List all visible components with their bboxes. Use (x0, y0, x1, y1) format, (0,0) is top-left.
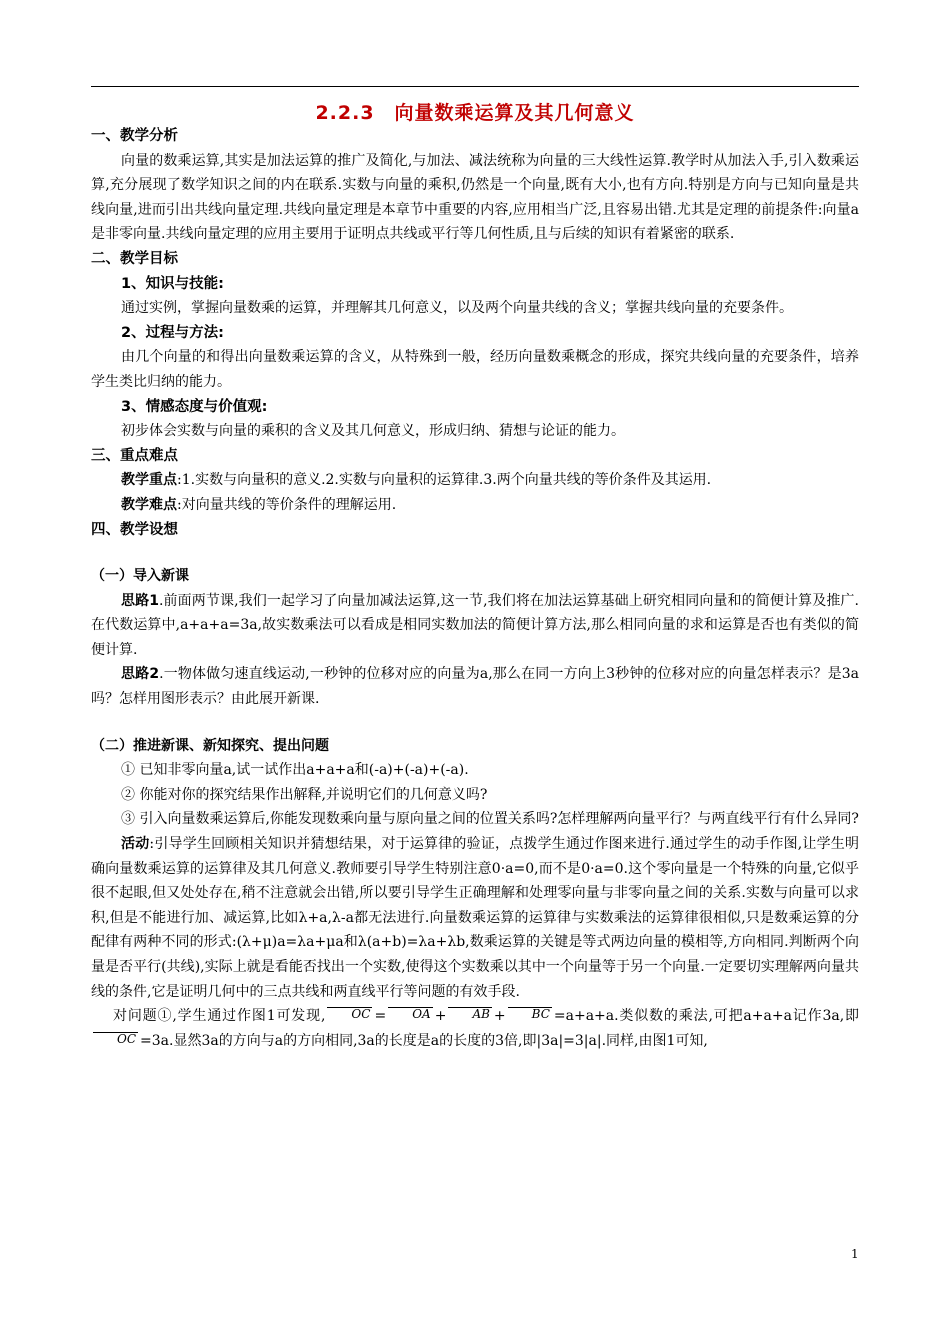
key-point-text: :1.实数与向量积的意义.2.实数与向量积的运算律.3.两个向量共线的等价条件及其运用. (177, 472, 712, 489)
idea2-paragraph (91, 662, 859, 711)
page-number: 1 (851, 1247, 859, 1261)
document-title: 2.2.3 向量数乘运算及其几何意义 (315, 102, 635, 124)
final-post-text: =3a.显然3a的方向与a的方向相同,3a的长度是a的长度的3倍,即|3a|=3|a|.同样,由图1可知, (140, 1032, 708, 1049)
vector-bc: BC (508, 1007, 552, 1020)
idea2-text: .一物体做匀速直线运动,一秒钟的位移对应的向量为a,那么在同一方向上3秒钟的位移对应的向量怎样表示？是3a吗？怎样用图形表示？由此展开新课. (91, 666, 860, 708)
difficulty-text: :对向量共线的等价条件的理解运用. (177, 496, 397, 513)
question-1: ① 已知非零向量a,试一试作出a+a+a和(-a)+(-a)+(-a). (121, 762, 469, 779)
section-heading-design: 四、教学设想 (91, 521, 178, 538)
section-heading-analysis: 一、教学分析 (91, 128, 178, 144)
section-heading-goals: 二、教学目标 (91, 250, 178, 267)
document-body (91, 124, 859, 1053)
key-point-line (91, 468, 859, 493)
idea1-paragraph (91, 589, 859, 663)
idea1-text: .前面两节课,我们一起学习了向量加减法运算,这一节,我们将在加法运算基础上研究相同向量和的简便计算及推广.在代数运算中,a+a+a=3a,故实数乘法可以看成是相同实数加法的简便计算方法,那么相同向量的求和运算是否也有类似的简便计算. (91, 592, 859, 658)
idea2-label: 思路2 (121, 666, 160, 683)
idea1-label: 思路1 (121, 592, 159, 609)
spacer (91, 542, 859, 564)
vector-oa: OA (388, 1007, 433, 1020)
part2-heading: （二）推进新课、新知探究、提出问题 (91, 737, 329, 754)
plus-sign: + (493, 1008, 506, 1025)
vector-oc-2: OC (93, 1032, 138, 1045)
key-point-label: 教学重点 (121, 472, 177, 489)
question-3: ③ 引入向量数乘运算后,你能发现数乘向量与原向量之间的位置关系吗?怎样理解两向量平行？与两直线平行有什么异同? (121, 811, 859, 828)
final-paragraph (91, 1004, 859, 1053)
activity-paragraph (91, 832, 859, 1004)
final-mid-text: =a+a+a.类似数的乘法,可把a+a+a记作3a,即 (553, 1008, 859, 1025)
equals-sign: = (374, 1008, 387, 1025)
difficulty-line (91, 493, 859, 518)
part1-heading: （一）导入新课 (91, 568, 189, 585)
spacer (91, 712, 859, 734)
header-rule (91, 86, 859, 87)
subheading-knowledge: 1、知识与技能: (121, 275, 224, 292)
emotion-paragraph: 初步体会实数与向量的乘积的含义及其几何意义，形成归纳、猜想与论证的能力。 (121, 423, 625, 440)
difficulty-label: 教学难点 (121, 496, 177, 513)
plus-sign: + (434, 1008, 447, 1025)
question-2: ② 你能对你的探究结果作出解释,并说明它们的几何意义吗? (121, 786, 488, 803)
vector-ab: AB (448, 1007, 491, 1020)
final-pre-text: 对问题①,学生通过作图1可发现, (113, 1008, 326, 1025)
activity-text: :引导学生回顾相关知识并猜想结果，对于运算律的验证，点拨学生通过作图来进行.通过学生的动手作图,让学生明确向量数乘运算的运算律及其几何意义.教师要引导学生特别注意0·a=0,而不是0·a=0.这个零向量是一个特殊的向量,它似乎很不起眼,但又处处存在,稍不注意就会出错,所以要引导学生正确理解和处理零向量与非零向量之间的关系.实数与向量可以求积,但是不能进行加、减运算,比如λ+a,λ-a都无法进行.向量数乘运算的运算律与实数乘法的运算律很相似,只是数乘运算的分配律有两种不同的形式:(λ+μ)a=λa+μa和λ(a+b)=λa+λb,数乘运算的关键是等式两边向量的模相等,方向相同.判断两个向量是否平行(共线),实际上就是看能否找出一个实数,使得这个实数乘以其中一个向量等于另一个向量.一定要切实理解两向量共线的条件,它是证明几何中的三点共线和两直线平行等问题的有效手段. (91, 836, 860, 1000)
section-heading-key-points: 三、重点难点 (91, 447, 178, 464)
subheading-emotion: 3、情感态度与价值观: (121, 398, 268, 415)
analysis-paragraph: 向量的数乘运算,其实是加法运算的推广及简化,与加法、减法统称为向量的三大线性运算.教学时从加法入手,引入数乘运算,充分展现了数学知识之间的内在联系.实数与向量的乘积,仍然是一个向量,既有大小,也有方向.特别是方向与已知向量是共线向量,进而引出共线向量定理.共线向量定理是本章节中重要的内容,应用相当广泛,且容易出错.尤其是定理的前提条件:向量a是非零向量.共线向量定理的应用主要用于证明点共线或平行等几何性质,且与后续的知识有着紧密的联系. (91, 152, 859, 243)
vector-oc: OC (327, 1007, 372, 1020)
process-paragraph: 由几个向量的和得出向量数乘运算的含义，从特殊到一般，经历向量数乘概念的形成，探究共线向量的充要条件，培养学生类比归纳的能力。 (91, 349, 859, 390)
activity-label: 活动 (121, 836, 150, 853)
subheading-process: 2、过程与方法: (121, 324, 224, 341)
knowledge-paragraph: 通过实例，掌握向量数乘的运算，并理解其几何意义，以及两个向量共线的含义；掌握共线向量的充要条件。 (121, 300, 793, 317)
